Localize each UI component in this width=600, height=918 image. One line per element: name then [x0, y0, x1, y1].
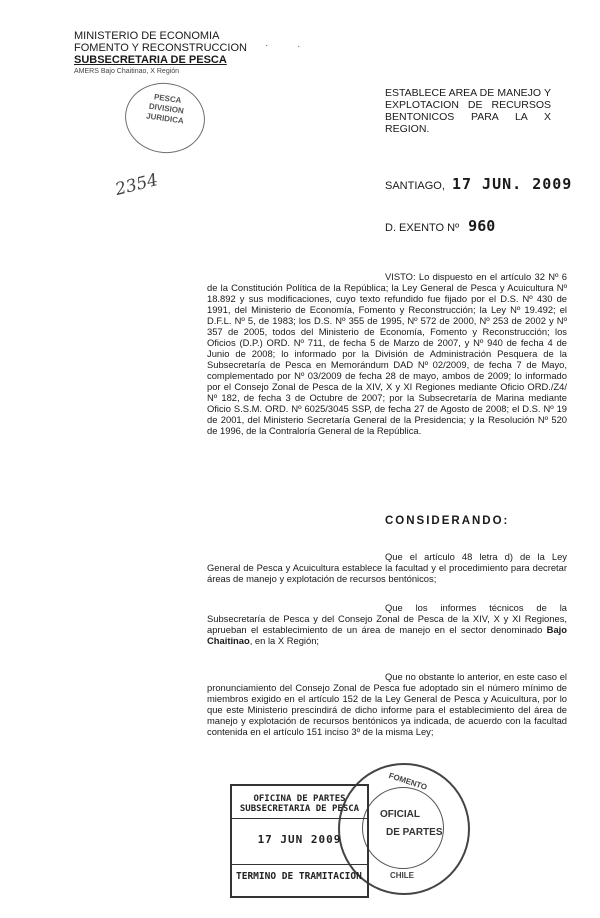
ink-dot: ·: [265, 40, 269, 51]
stamp-line: PESCA: [153, 92, 182, 106]
paragraph-text: , en la X Región;: [249, 635, 320, 646]
letterhead-fomento: FOMENTO Y RECONSTRUCCION: [74, 42, 247, 54]
decree-subject: ESTABLECE AREA DE MANEJO Y EXPLOTACION DE RECURSOS BENTONICOS PARA LA X REGION.: [385, 87, 551, 135]
date-stamp: 17 JUN. 2009: [451, 175, 573, 193]
visto-paragraph: VISTO: Lo dispuesto en el artículo 32 Nº 6 de la Constitución Política de la República; la Ley General de Pesca y Acuicultura Nº 18.892 y sus modificaciones, cuyo texto refundido fue fijado por el D.S. Nº 430 de 1991, del Ministerio de Economía, Fomento y Reconstrucción; la Ley Nº 19.492; el D.F.L. Nº 5, de 1983; los D.S. Nº 355 de 1995, Nº 572 de 2000, Nº 253 de 2002 y Nº 357 de 2005, todos del Ministerio de Economía, Fomento y Reconstrucción; los Oficios (D.P.) ORD. Nº 711, de fecha 5 de Marzo de 2007, y Nº 940 de fecha 4 de Junio de 2008; lo informado por la División de Administración Pesquera de la Subsecretaría de Pesca en Memorándum DAD Nº 02/2009, de fecha 7 de Mayo, complementado por Nº 03/2009 de fecha 28 de mayo, ambos de 2009; lo informado por el Consejo Zonal de Pesca de la XIV, X y XI Regiones mediante Oficio ORD./Z4/ Nº 182, de fecha 3 de Octubre de 2007; por la Subsecretaría de Marina mediante Oficio S.S.M. ORD. Nº 6025/3045 SSP, de fecha 27 de Agosto de 2008; el D.S. Nº 19 de 2001, del Ministerio Secretaría General de la Presidencia; y la Resolución Nº 520 de 1996, de la Contraloría General de la República.: [207, 271, 567, 436]
letterhead-reference: AMERS Bajo Chaitinao, X Región: [74, 68, 180, 75]
stamp-subtitle: SUBSECRETARIA DE PESCA: [239, 804, 360, 814]
paragraph-text: Que los informes técnicos de la Subsecretaría de Pesca y del Consejo Zonal de Pesca de la XIV, X y XI Regiones, aprueban el establecimiento de un área de manejo en el sector denominado: [207, 602, 567, 635]
oficina-partes-stamp: [230, 784, 369, 898]
date-row: [385, 175, 572, 193]
division-juridica-stamp: [121, 78, 210, 158]
considerando-heading: CONSIDERANDO:: [385, 515, 510, 527]
date-place: SANTIAGO,: [385, 180, 445, 192]
ink-dot: ·: [297, 41, 301, 52]
letterhead-subsecretaria: SUBSECRETARIA DE PESCA: [74, 54, 227, 66]
seal-text: DE PARTES: [386, 827, 443, 838]
considerando-paragraph-2: [207, 602, 567, 646]
considerando-paragraph-3: Que no obstante lo anterior, en este caso el pronunciamiento del Consejo Zonal de Pesca fue adoptado sin el número mínimo de miembros exigido en el artículo 152 de la Ley General de Pesca y Acuicultura, por lo que este Ministerio prescindirá de dicho informe para el establecimiento del área de manejo y explotación de recursos bentónicos ya indicada, de acuerdo con la facultad contenida en el artículo 151 inciso 3º de la misma Ley;: [207, 671, 567, 737]
letterhead-ministry: MINISTERIO DE ECONOMIA: [74, 30, 220, 42]
letterhead: [74, 30, 264, 78]
stamp-line: DIVISION: [148, 101, 185, 116]
decree-label: D. EXENTO Nº: [385, 222, 460, 234]
seal-text: CHILE: [390, 871, 414, 880]
considerando-paragraph-1: Que el artículo 48 letra d) de la Ley General de Pesca y Acuicultura establece la facultad y el procedimiento para decretar áreas de manejo y explotación de recursos bentónicos;: [207, 551, 567, 584]
stamp-date: 17 JUN 2009: [257, 833, 342, 846]
seal-text: FOMENTO: [387, 771, 429, 792]
stamp-divider: [232, 818, 367, 819]
stamp-title: OFICINA DE PARTES: [253, 794, 346, 804]
decree-number: 960: [468, 217, 496, 235]
seal-text: OFICIAL: [380, 809, 420, 820]
sector-name: Bajo Chaitinao: [207, 624, 567, 646]
stamp-line: JURIDICA: [145, 111, 185, 126]
stamp-divider: [232, 864, 367, 865]
decree-number-row: [385, 217, 495, 235]
handwritten-number: 2354: [113, 170, 161, 200]
stamp-footer: TERMINO DE TRAMITACION: [236, 871, 362, 882]
